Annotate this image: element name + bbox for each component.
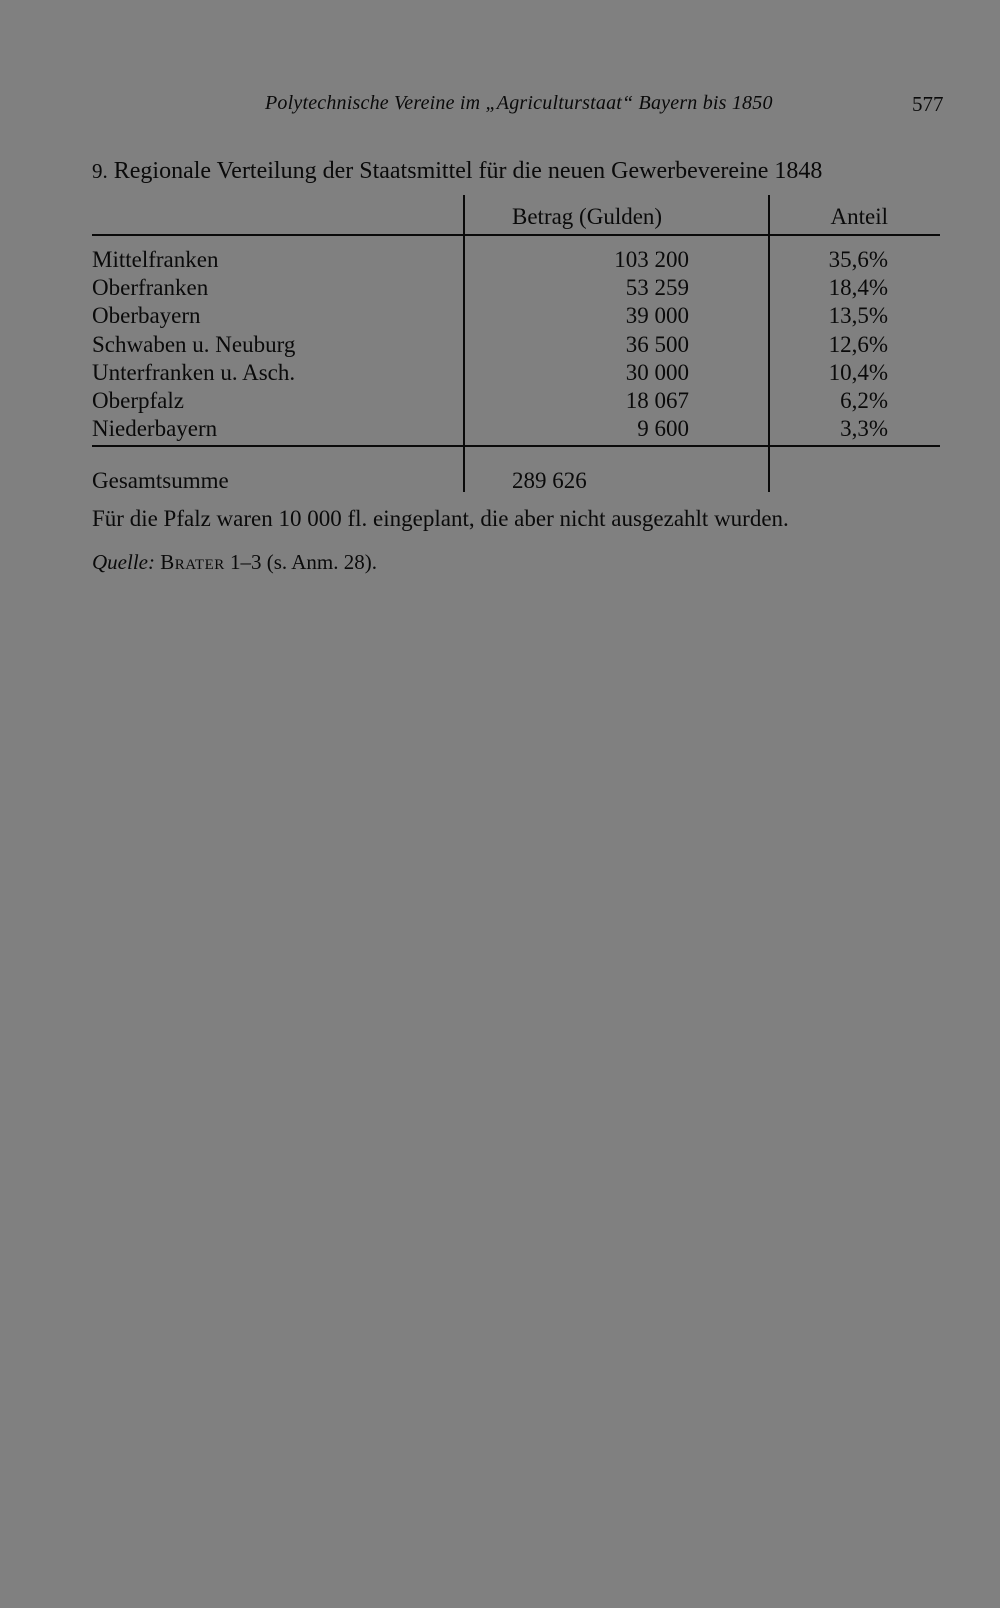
header-rule [92, 234, 940, 236]
share-cell: 3,3% [840, 416, 888, 442]
total-rule [92, 445, 940, 447]
table-row [92, 246, 940, 274]
amount-cell: 39 000 [625, 303, 689, 329]
column-header-share: Anteil [830, 204, 888, 229]
data-table [92, 195, 940, 505]
source-note [92, 550, 377, 575]
region-cell: Oberbayern [92, 303, 201, 329]
table-row [92, 302, 940, 330]
amount-cell: 53 259 [625, 275, 689, 301]
share-cell: 13,5% [828, 303, 888, 329]
share-cell: 12,6% [828, 331, 888, 357]
share-cell: 35,6% [828, 247, 888, 272]
table-row [92, 415, 940, 443]
amount-cell: 18 067 [625, 387, 689, 413]
region-cell: Oberpfalz [92, 387, 184, 413]
table-row [92, 274, 940, 302]
table-number: 9. [92, 159, 108, 183]
region-cell: Niederbayern [92, 416, 218, 442]
table-title-text: Regionale Verteilung der Staatsmittel für die neuen Gewerbevereine 1848 [113, 158, 823, 184]
table-body [92, 246, 940, 443]
source-reference: 1–3 (s. Anm. 28). [230, 550, 377, 574]
amount-cell: 36 500 [625, 331, 689, 357]
source-label: Quelle: [92, 550, 155, 574]
page-number: 577 [912, 92, 944, 116]
share-cell: 6,2% [840, 387, 888, 413]
region-cell: Schwaben u. Neuburg [92, 331, 296, 357]
table-row [92, 387, 940, 415]
source-author: Brater [160, 550, 225, 574]
region-cell: Oberfranken [92, 275, 209, 301]
table-footnote: Für die Pfalz waren 10 000 fl. eingeplant, die aber nicht ausgezahlt wurden. [92, 506, 789, 531]
amount-cell: 103 200 [614, 247, 689, 272]
total-amount: 289 626 [512, 468, 587, 493]
region-cell: Mittelfranken [92, 247, 219, 272]
table-row [92, 331, 940, 359]
column-header-amount: Betrag (Gulden) [512, 204, 663, 229]
amount-cell: 9 600 [637, 416, 689, 442]
table-title [92, 158, 822, 185]
share-cell: 18,4% [828, 275, 888, 301]
total-label: Gesamtsumme [92, 468, 229, 493]
table-row [92, 359, 940, 387]
share-cell: 10,4% [828, 359, 888, 385]
amount-cell: 30 000 [625, 359, 689, 385]
region-cell: Unterfranken u. Asch. [92, 359, 296, 385]
running-head: Polytechnische Vereine im „Agriculturstaat“ Bayern bis 1850 [265, 92, 773, 114]
